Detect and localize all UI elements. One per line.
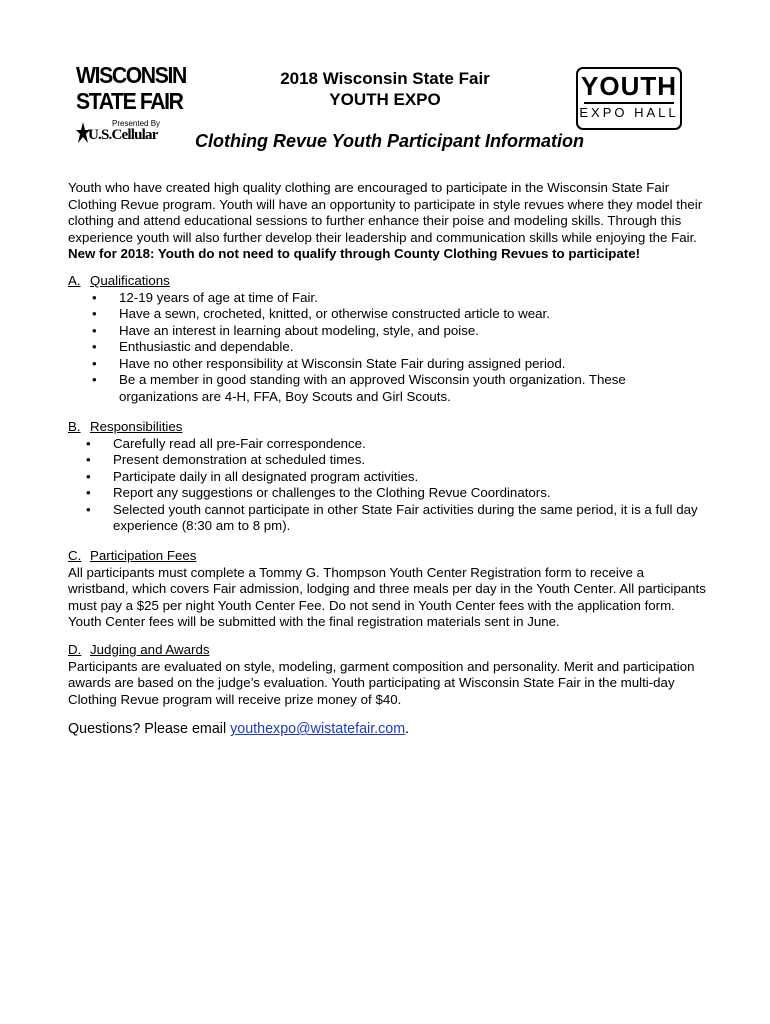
section-letter: C. bbox=[68, 548, 82, 563]
sponsor-name: U.S.Cellular bbox=[88, 127, 158, 143]
list-item: • Have a sewn, crocheted, knitted, or otherwise constructed article to wear. bbox=[119, 306, 708, 323]
list-item: • Report any suggestions or challenges to the Clothing Revue Coordinators. bbox=[113, 485, 708, 502]
intro-text: Youth who have created high quality clothing are encouraged to participate in the Wisconsin State Fair Clothing Revue program. Youth will have an opportunity to participate in style revues where they model their clothing and attend educational sessions to further enhance their poise and modeling skills. Through this experience youth will also further develop their leadership and communication skills while enjoying the Fair. bbox=[68, 180, 703, 245]
new-notice: New for 2018: Youth do not need to qualify through County Clothing Revues to participate! bbox=[68, 246, 641, 261]
email-link[interactable]: youthexpo@wistatefair.com bbox=[230, 721, 406, 737]
section-title: Responsibilities bbox=[90, 419, 183, 434]
yeh-logo-big: YOUTH bbox=[581, 71, 677, 101]
section-responsibilities bbox=[68, 419, 708, 535]
page-subtitle: Clothing Revue Youth Participant Information bbox=[195, 131, 585, 151]
section-heading bbox=[68, 419, 708, 436]
section-title: Judging and Awards bbox=[90, 642, 210, 657]
yeh-logo-small: EXPO HALL bbox=[579, 105, 679, 120]
list-item: • Enthusiastic and dependable. bbox=[119, 339, 708, 356]
page-title-line2: YOUTH EXPO bbox=[329, 90, 441, 109]
section-text: All participants must complete a Tommy G. Thompson Youth Center Registration form to receive a wristband, which covers Fair admission, lodging and three meals per day in the Youth Center. All participants must pay a $25 per night Youth Center Fee. Do not send in Youth Center fees with the application form. Youth Center fees will be submitted with the final registration materials sent in June. bbox=[68, 564, 706, 629]
section-title: Qualifications bbox=[90, 273, 170, 288]
section-heading bbox=[68, 548, 708, 565]
youth-expo-hall-logo bbox=[576, 67, 682, 130]
section-letter: D. bbox=[68, 642, 82, 657]
section-title: Participation Fees bbox=[90, 548, 197, 563]
list-item: • Participate daily in all designated program activities. bbox=[113, 469, 708, 486]
questions-line bbox=[68, 721, 409, 737]
questions-prefix: Questions? Please email bbox=[68, 721, 231, 737]
responsibilities-list bbox=[113, 436, 708, 535]
section-heading bbox=[68, 642, 708, 659]
presented-by-label: Presented By bbox=[112, 119, 161, 128]
list-item: • Present demonstration at scheduled times. bbox=[113, 452, 708, 469]
list-item: • Be a member in good standing with an approved Wisconsin youth organization. These organizations are 4-H, FFA, Boy Scouts and Girl Scouts. bbox=[119, 372, 708, 405]
section-letter: B. bbox=[68, 419, 81, 434]
section-letter: A. bbox=[68, 273, 81, 288]
intro-paragraph bbox=[68, 180, 708, 263]
yeh-logo-divider bbox=[584, 102, 674, 104]
list-item: • Have no other responsibility at Wisconsin State Fair during assigned period. bbox=[119, 356, 708, 373]
section-heading bbox=[68, 273, 708, 290]
page-title-line1: 2018 Wisconsin State Fair bbox=[280, 69, 490, 88]
questions-suffix: . bbox=[405, 721, 410, 737]
wsf-logo-line2: STATE FAIR bbox=[76, 88, 183, 114]
list-item: • 12-19 years of age at time of Fair. bbox=[119, 290, 708, 307]
section-qualifications bbox=[68, 273, 708, 405]
wsf-logo-line1: WISCONSIN bbox=[76, 62, 186, 88]
qualifications-list bbox=[119, 290, 708, 406]
section-participation-fees bbox=[68, 548, 708, 631]
list-item: • Carefully read all pre-Fair correspondence. bbox=[113, 436, 708, 453]
section-judging-awards bbox=[68, 642, 708, 708]
section-text: Participants are evaluated on style, modeling, garment composition and personality. Merit and participation awards are based on the judge’s evaluation. Youth participating at Wisconsin State Fair in the multi-day Clothing Revue program will receive prize money of $40. bbox=[68, 658, 695, 707]
list-item: • Selected youth cannot participate in other State Fair activities during the same period, it is a full day experience (8:30 am to 8 pm). bbox=[113, 502, 708, 535]
list-item: • Have an interest in learning about modeling, style, and poise. bbox=[119, 323, 708, 340]
